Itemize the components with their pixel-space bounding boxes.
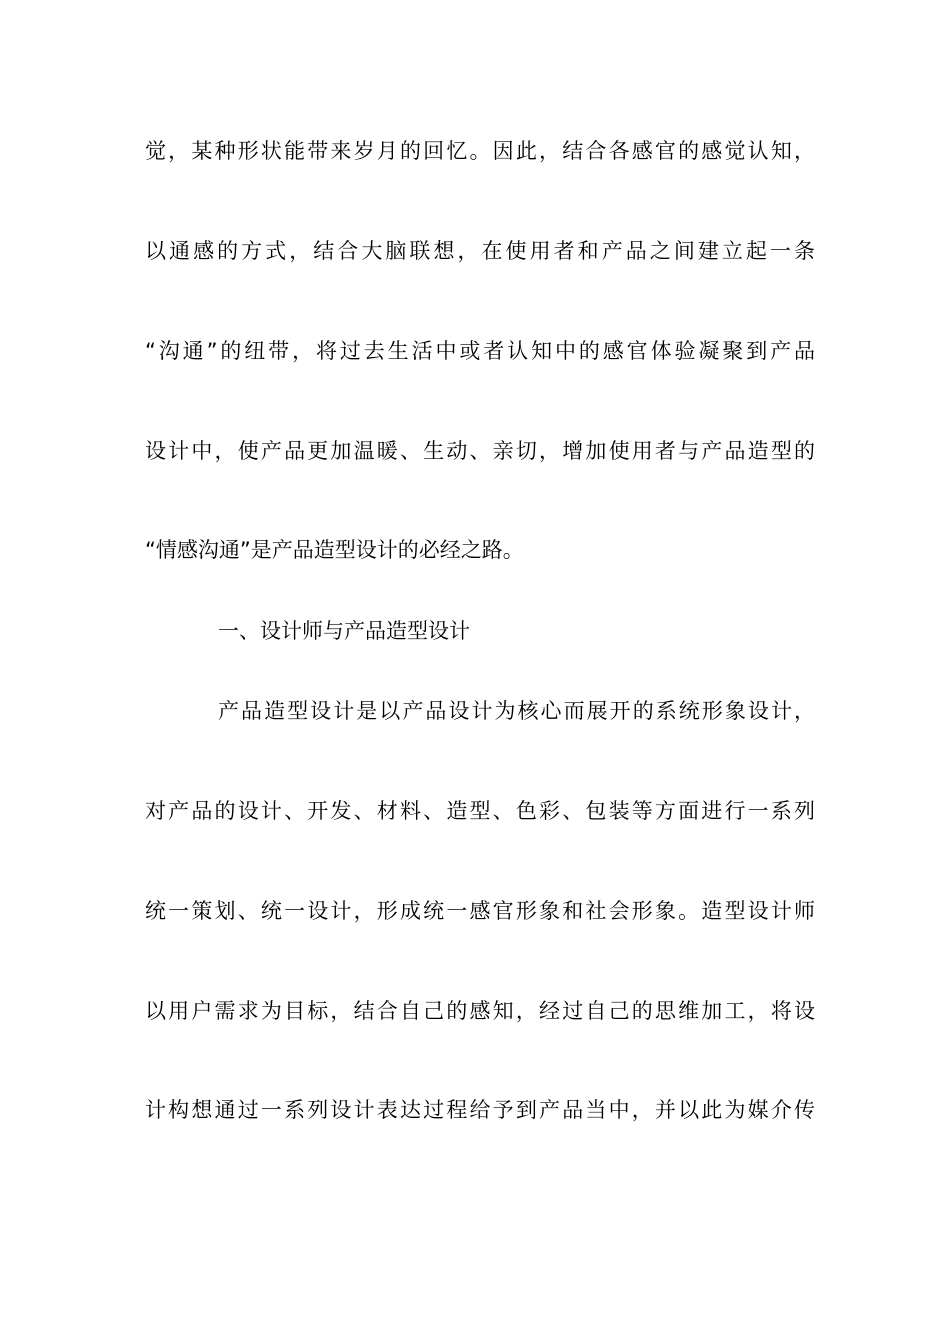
section-heading: 一、设计师与产品造型设计	[218, 619, 470, 643]
paragraph-line: 对产品的设计、开发、材料、造型、色彩、包装等方面进行一系列	[145, 799, 815, 823]
paragraph-line: 觉，某种形状能带来岁月的回忆。因此，结合各感官的感觉认知，	[145, 139, 815, 163]
paragraph-line: 以通感的方式，结合大脑联想，在使用者和产品之间建立起一条	[145, 239, 815, 263]
paragraph-line: 产品造型设计是以产品设计为核心而展开的系统形象设计，	[218, 699, 815, 723]
paragraph-line: “情感沟通”是产品造型设计的必经之路。	[145, 538, 524, 562]
paragraph-line: 以用户需求为目标，结合自己的感知，经过自己的思维加工，将设	[145, 999, 815, 1023]
paragraph-line: 统一策划、统一设计，形成统一感官形象和社会形象。造型设计师	[145, 899, 815, 923]
paragraph-line: 计构想通过一系列设计表达过程给予到产品当中，并以此为媒介传	[145, 1098, 815, 1122]
paragraph-line: “沟通”的纽带，将过去生活中或者认知中的感官体验凝聚到产品	[145, 339, 815, 363]
paragraph-line: 设计中，使产品更加温暖、生动、亲切，增加使用者与产品造型的	[145, 439, 815, 463]
